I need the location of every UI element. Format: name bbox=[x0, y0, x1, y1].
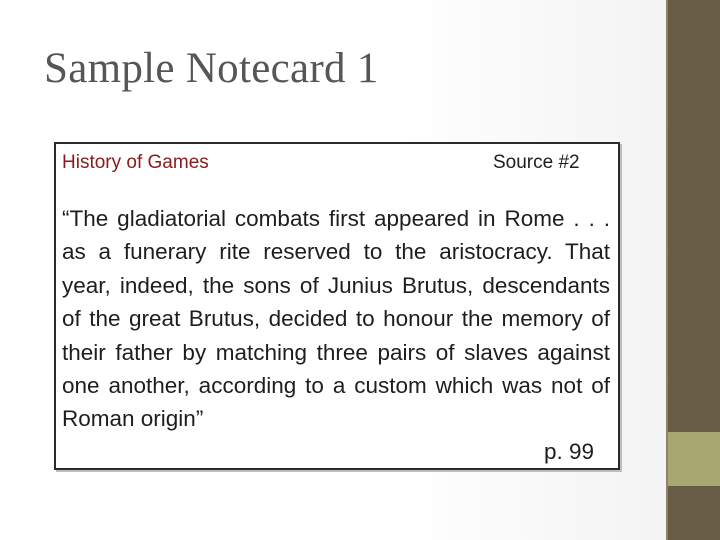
notecard-subject: History of Games bbox=[62, 152, 209, 173]
notecard-page-number: p. 99 bbox=[544, 439, 595, 464]
slide-title: Sample Notecard 1 bbox=[44, 45, 379, 92]
decorative-stripe-light bbox=[668, 432, 720, 486]
decorative-stripe-bottom bbox=[668, 486, 720, 540]
notecard-quote: “The gladiatorial combats first appeared in Rome . . . as a funerary rite reserved to the aristocracy. That year, indeed, the sons of Junius Brutus, descendants of the great Brutus, decided to honour the memory of their father by matching three pairs of slaves against one another, according to a custom which was not of Roman origin” bbox=[62, 206, 610, 432]
decorative-stripe-dark bbox=[666, 0, 720, 432]
notecard bbox=[54, 142, 620, 470]
notecard-source: Source #2 bbox=[493, 152, 580, 173]
